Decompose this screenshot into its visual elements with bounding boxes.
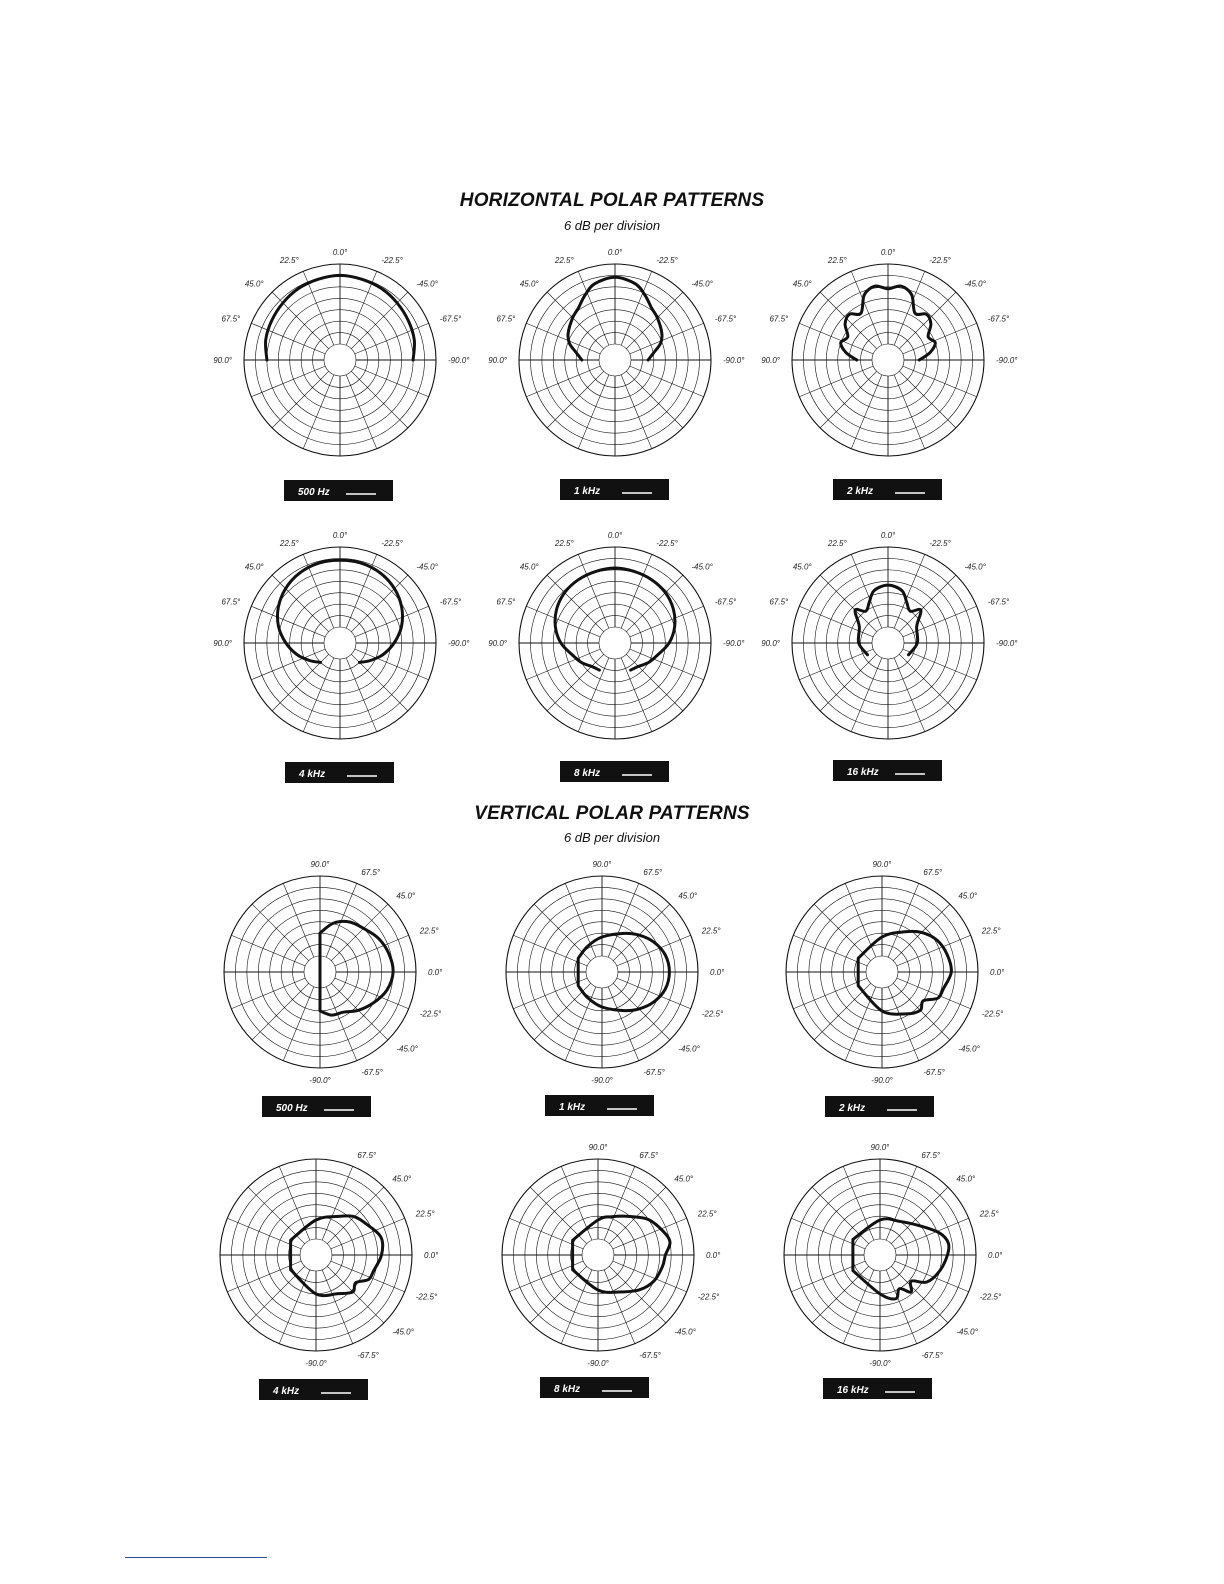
grid-ring [599,344,631,376]
badge-label: 8 kHz [574,768,601,779]
angle-label: -67.5° [714,597,737,607]
grid-spoke [547,654,604,711]
frequency-badge [825,1096,934,1117]
angle-label: 45.0° [519,562,539,572]
badge-label: 500 Hz [276,1103,308,1114]
angle-label: -45.0° [396,1044,418,1054]
angle-label: -67.5° [643,1067,665,1077]
grid-spoke [251,649,325,680]
grid-ring [866,956,898,988]
grid-ring [324,344,356,376]
grid-spoke [613,1218,687,1249]
angle-label: -90.0° [869,1359,891,1368]
grid-spoke [251,366,325,397]
angle-label: 90.0° [592,860,612,869]
grid-spoke [322,1270,353,1344]
grid-spoke [331,904,388,961]
angle-label: -67.5° [923,1067,945,1077]
badge-label: 4 kHz [299,769,326,780]
angle-label: 90.0° [310,860,330,869]
grid-spoke [513,978,587,1009]
grid-spoke [608,987,639,1061]
frequency-badge [259,1379,368,1400]
frequency-badge [545,1095,654,1116]
grid-spoke [252,904,309,961]
grid-spoke [897,978,971,1009]
series-line [573,1216,670,1292]
grid-spoke [621,271,652,345]
grid-spoke [303,375,334,449]
angle-label: -22.5° [656,256,678,266]
frequency-badge [560,761,669,782]
angle-label: 22.5° [827,539,847,549]
angle-label: 67.5° [923,868,943,878]
grid-spoke [845,987,876,1061]
grid-spoke [820,654,877,711]
grid-spoke [331,1261,405,1292]
grid-spoke [843,1166,874,1240]
polar-plot [213,531,470,739]
grid-spoke [630,606,704,637]
angle-label: 90.0° [761,639,780,648]
angle-label: 67.5° [921,1151,941,1161]
angle-label: 67.5° [639,1151,659,1161]
grid-spoke [547,292,604,349]
angle-label: -90.0° [309,1076,331,1085]
angle-label: -67.5° [639,1350,661,1360]
angle-label: 90.0° [488,639,507,648]
grid-spoke [799,649,873,680]
grid-spoke [899,371,956,428]
grid-ring [872,344,904,376]
series-line [858,931,951,1014]
grid-spoke [272,371,329,428]
angle-label: 45.0° [958,891,978,901]
badge-label: 16 kHz [837,1385,869,1396]
badge-label: 16 kHz [847,767,879,778]
angle-label: -22.5° [929,539,951,549]
angle-label: 0.0° [710,968,725,977]
angle-label: 0.0° [607,248,623,257]
polar-plot [488,248,745,456]
angle-label: -90.0° [723,639,745,648]
angle-label: 45.0° [792,279,812,289]
angle-label: -67.5° [987,597,1010,607]
angle-label: -67.5° [987,314,1010,324]
grid-spoke [843,1270,874,1344]
grid-spoke [526,606,600,637]
angle-label: 67.5° [769,597,789,607]
polar-plot [784,1143,1003,1368]
frequency-badge [833,479,942,500]
grid-spoke [630,366,704,397]
badge-label: 500 Hz [298,487,330,498]
frequency-badge [284,480,393,501]
angle-label: 0.0° [332,248,348,257]
grid-ring [864,1239,896,1271]
angle-label: -67.5° [357,1350,379,1360]
polar-chart [213,523,470,783]
grid-spoke [608,883,639,957]
angle-label: 22.5° [979,1209,999,1219]
grid-spoke [903,323,977,354]
angle-label: -45.0° [958,1044,980,1054]
grid-ring [582,1239,614,1271]
angle-label: 0.0° [424,1251,439,1260]
angle-label: 67.5° [361,868,381,878]
grid-spoke [355,323,429,354]
polar-plot [761,248,1018,456]
angle-label: -45.0° [678,1044,700,1054]
polar-plot [224,860,443,1085]
angle-label: 90.0° [213,639,232,648]
angle-label: 0.0° [706,1251,721,1260]
grid-ring [872,627,904,659]
grid-spoke [335,935,409,966]
polar-plot [506,860,725,1085]
grid-spoke [621,375,652,449]
grid-spoke [346,554,377,628]
angle-label: 67.5° [221,597,241,607]
grid-spoke [888,987,919,1061]
grid-spoke [812,1266,869,1323]
grid-spoke [355,649,429,680]
angle-label: 45.0° [519,279,539,289]
grid-spoke [793,935,867,966]
angle-label: -45.0° [674,1327,696,1337]
grid-spoke [903,366,977,397]
angle-label: 22.5° [279,256,299,266]
grid-spoke [272,292,329,349]
angle-label: 22.5° [415,1209,435,1219]
vertical-subtitle: 6 dB per division [563,830,661,845]
polar-chart [488,240,745,500]
badge-label: 4 kHz [273,1386,300,1397]
polar-plot [213,248,470,456]
angle-label: 0.0° [880,531,896,540]
grid-spoke [899,654,956,711]
angle-label: -90.0° [591,1076,613,1085]
polar-chart [196,1135,439,1397]
angle-label: -22.5° [981,1009,1004,1019]
angle-label: -90.0° [448,356,470,365]
angle-label: 0.0° [607,531,623,540]
angle-label: -90.0° [587,1359,609,1368]
grid-spoke [899,292,956,349]
grid-spoke [851,658,882,732]
angle-label: 0.0° [428,968,443,977]
polar-chart [200,852,443,1114]
angle-label: -90.0° [305,1359,327,1368]
badge-label: 1 kHz [559,1102,586,1113]
angle-label: 22.5° [554,256,574,266]
polar-plot [761,531,1018,739]
grid-spoke [630,323,704,354]
polar-chart [213,240,470,500]
polar-chart [488,523,745,783]
frequency-badge [560,479,669,500]
grid-spoke [322,1166,353,1240]
angle-label: -22.5° [979,1292,1002,1302]
grid-spoke [799,323,873,354]
grid-spoke [513,935,587,966]
angle-label: -22.5° [381,256,403,266]
polar-chart [482,852,725,1113]
grid-spoke [565,883,596,957]
frequency-badge [285,762,394,783]
grid-spoke [231,978,305,1009]
grid-spoke [851,271,882,345]
footer-rule [125,1557,267,1558]
angle-label: -22.5° [929,256,951,266]
angle-label: -22.5° [419,1009,442,1019]
angle-label: -67.5° [361,1067,383,1077]
angle-label: -45.0° [691,279,713,289]
horizontal-subtitle: 6 dB per division [563,218,661,233]
series-line [291,1216,383,1296]
angle-label: 45.0° [244,562,264,572]
grid-spoke [355,366,429,397]
grid-spoke [526,366,600,397]
grid-spoke [326,987,357,1061]
angle-label: 90.0° [588,1143,608,1152]
grid-spoke [547,371,604,428]
grid-spoke [891,1187,948,1244]
polar-plot [220,1151,439,1368]
polar-chart [761,240,1018,500]
angle-label: -90.0° [448,639,470,648]
angle-label: -90.0° [996,356,1018,365]
grid-spoke [331,1218,405,1249]
vertical-title: VERTICAL POLAR PATTERNS [474,803,750,824]
angle-label: -67.5° [921,1350,943,1360]
angle-label: 22.5° [827,256,847,266]
grid-spoke [626,371,683,428]
angle-label: 0.0° [990,968,1005,977]
angle-label: 45.0° [244,279,264,289]
grid-ring [586,956,618,988]
angle-label: 45.0° [678,891,698,901]
angle-label: -22.5° [415,1292,438,1302]
angle-label: 22.5° [554,539,574,549]
grid-spoke [626,654,683,711]
grid-spoke [578,271,609,345]
angle-label: -90.0° [871,1076,893,1085]
grid-spoke [891,1266,948,1323]
grid-spoke [303,554,334,628]
grid-spoke [303,658,334,732]
angle-label: 67.5° [496,597,516,607]
polar-plot [488,531,745,739]
grid-spoke [617,935,691,966]
grid-spoke [565,987,596,1061]
badge-label: 2 kHz [847,486,874,497]
grid-spoke [578,554,609,628]
angle-label: 45.0° [956,1174,976,1184]
angle-label: 22.5° [697,1209,717,1219]
polar-chart [478,1135,721,1395]
frequency-badge [833,760,942,781]
grid-spoke [604,1270,635,1344]
angle-label: -22.5° [701,1009,724,1019]
grid-ring [324,627,356,659]
grid-spoke [895,1261,969,1292]
grid-spoke [621,554,652,628]
angle-label: -22.5° [697,1292,720,1302]
angle-label: 22.5° [701,926,721,936]
grid-spoke [613,1261,687,1292]
grid-spoke [617,978,691,1009]
angle-label: 67.5° [357,1151,377,1161]
grid-spoke [283,883,314,957]
grid-spoke [251,323,325,354]
grid-spoke [851,375,882,449]
grid-spoke [526,323,600,354]
angle-label: 67.5° [643,868,663,878]
angle-label: 67.5° [769,314,789,324]
polar-chart [761,523,1018,783]
angle-label: 0.0° [332,531,348,540]
grid-spoke [886,1166,917,1240]
angle-label: 90.0° [761,356,780,365]
grid-spoke [626,292,683,349]
angle-label: 90.0° [872,860,892,869]
grid-spoke [894,271,925,345]
grid-spoke [279,1270,310,1344]
angle-label: 90.0° [488,356,507,365]
angle-label: -45.0° [964,562,986,572]
angle-label: -90.0° [996,639,1018,648]
grid-spoke [346,658,377,732]
horizontal-title: HORIZONTAL POLAR PATTERNS [459,190,765,211]
grid-spoke [799,366,873,397]
frequency-badge [823,1378,932,1399]
frequency-badge [540,1377,649,1398]
angle-label: 22.5° [981,926,1001,936]
polar-chart [760,1135,1003,1396]
angle-label: 67.5° [496,314,516,324]
grid-spoke [793,978,867,1009]
badge-label: 2 kHz [839,1103,866,1114]
polar-chart [762,852,1005,1114]
angle-label: -45.0° [416,562,438,572]
angle-label: -45.0° [964,279,986,289]
angle-label: 22.5° [279,539,299,549]
polar-plot [502,1143,721,1368]
grid-spoke [894,658,925,732]
angle-label: -67.5° [439,314,462,324]
frequency-badge [262,1096,371,1117]
angle-label: 45.0° [792,562,812,572]
angle-label: -45.0° [691,562,713,572]
angle-label: 0.0° [988,1251,1003,1260]
angle-label: -67.5° [714,314,737,324]
grid-spoke [252,983,309,1040]
polar-plot [786,860,1005,1085]
badge-label: 8 kHz [554,1384,581,1395]
angle-label: 0.0° [880,248,896,257]
grid-ring [599,627,631,659]
grid-spoke [897,935,971,966]
grid-spoke [283,987,314,1061]
angle-label: -45.0° [392,1327,414,1337]
angle-label: -45.0° [956,1327,978,1337]
grid-spoke [604,1166,635,1240]
angle-label: -67.5° [439,597,462,607]
grid-spoke [820,371,877,428]
grid-spoke [346,375,377,449]
grid-spoke [351,371,408,428]
grid-spoke [894,375,925,449]
angle-label: 45.0° [392,1174,412,1184]
grid-ring [300,1239,332,1271]
angle-label: -22.5° [381,539,403,549]
angle-label: -22.5° [656,539,678,549]
grid-spoke [888,883,919,957]
grid-spoke [820,292,877,349]
badge-label: 1 kHz [574,486,601,497]
angle-label: 67.5° [221,314,241,324]
angle-label: 90.0° [213,356,232,365]
grid-spoke [231,935,305,966]
grid-spoke [903,649,977,680]
grid-spoke [251,606,325,637]
angle-label: 45.0° [674,1174,694,1184]
grid-spoke [578,375,609,449]
grid-spoke [355,606,429,637]
grid-spoke [351,292,408,349]
angle-label: -45.0° [416,279,438,289]
angle-label: -90.0° [723,356,745,365]
angle-label: 22.5° [419,926,439,936]
angle-label: 45.0° [396,891,416,901]
angle-label: 90.0° [870,1143,890,1152]
grid-spoke [814,904,871,961]
